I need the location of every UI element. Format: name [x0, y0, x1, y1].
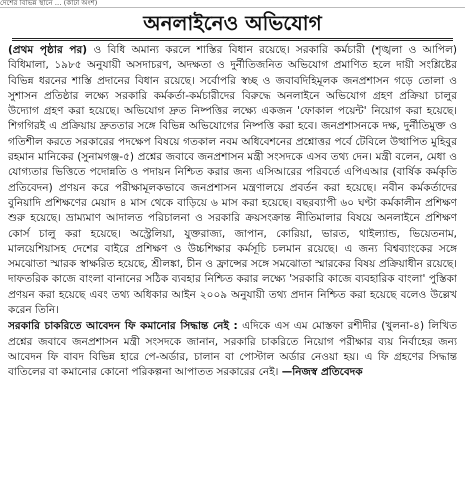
- headline-rule: [12, 38, 453, 39]
- paragraph-application-fee: [8, 319, 457, 380]
- subheading-application-fee: সরকারি চাকরিতে আবেদন ফি কমানোর সিদ্ধান্ত নেই :: [8, 320, 238, 333]
- article-body: [8, 43, 457, 484]
- paragraph-continuation: [8, 43, 457, 318]
- cropped-previous-line: দেশের বিভিন্ন স্থানে ... (কাটা অংশ): [0, 0, 465, 8]
- continuation-marker: (প্রথম পৃষ্ঠার পর): [8, 44, 88, 56]
- paragraph-text: ও বিধি অমান্য করলে শাস্তির বিধান রয়েছে। সরকারি কর্মচারী (শৃঙ্খলা ও আপিল) বিধিমালা, ১৯৮৫ অনুযায়ী অসদাচরণ, অদক্ষতা ও দুর্নীতিজনিত অভিযোগ প্রমাণিত হলে দায়ী সংশ্লিষ্টের বিভিন্ন ধরনের শাস্তি প্রদানের বিধান রয়েছে। সর্বোপরি স্বচ্ছ ও জবাবদিহিমূলক জনপ্রশাসন গড়ে তোলা ও সুশাসন প্রতিষ্ঠার লক্ষ্যে সরকারি কর্মকর্তা-কর্মচারীদের বিরুদ্ধে অনলাইনে অভিযোগ গ্রহণ প্রক্রিয়া চালুর উদ্যোগ গ্রহণ করা হয়েছে। অভিযোগ দ্রুত নিষ্পত্তির লক্ষ্যে একজন 'ফোকাল পয়েন্ট' নিয়োগ করা হয়েছে। শিগগিরই এ প্রক্রিয়ায় দ্রুততার সঙ্গে বিভিন্ন অভিযোগের নিষ্পত্তি করা হবে। জনপ্রশাসনকে দক্ষ, দুর্নীতিমুক্ত ও গতিশীল করতে সরকারের পদক্ষেপ বিষয়ে গতকাল নবম অধিবেশনের প্রশ্নোত্তর পর্বে টেবিলে উত্থাপিত মুহিবুর রহমান মানিকের (সুনামগঞ্জ-৫) প্রশ্নের জবাবে জনপ্রশাসন মন্ত্রী সংসদকে এসব তথ্য দেন। মন্ত্রী বলেন, মেধা ও যোগ্যতার ভিত্তিতে পদোন্নতি ও পদায়ন নিশ্চিত করার জন্য এসিআরের পরিবর্তে এপিএআর (বার্ষিক কর্মকৃতি প্রতিবেদন) প্রণয়ন করে পরীক্ষামূলকভাবে জনপ্রশাসন মন্ত্রণালয়ে প্রবর্তন করা হয়েছে। নবীন কর্মকর্তাদের বুনিয়াদি প্রশিক্ষণের মেয়াদ ৪ মাস থেকে বাড়িয়ে ৬ মাস করা হয়েছে। বছরব্যাপী ৬০ ঘণ্টা কর্মকালীন প্রশিক্ষণ শুরু হয়েছে। ভ্রাম্যমাণ আদালত পরিচালনা ও সরকারি ক্রয়সংক্রান্ত নীতিমালার বিষয়ে অনলাইনে প্রশিক্ষণ কোর্স চালু করা হয়েছে। অস্ট্রেলিয়া, যুক্তরাজ্য, জাপান, কোরিয়া, ভারত, থাইল্যান্ড, ভিয়েতনাম, মালয়েশিয়াসহ দেশের বাইরে প্রশিক্ষণ ও উচ্চশিক্ষার কর্মসূচি চলমান রয়েছে। এ জন্য বিশ্বব্যাংকের সঙ্গে সমঝোতা স্মারক স্বাক্ষরিত হয়েছে, শ্রীলঙ্কা, চীন ও ফ্রান্সের সঙ্গে সমঝোতা স্মারকের বিষয় প্রক্রিয়াধীন রয়েছে। দাফতরিক কাজে বাংলা বানানের সঠিক ব্যবহার নিশ্চিত করার লক্ষ্যে 'সরকারি কাজে ব্যবহারিক বাংলা' পুস্তিকা প্রণয়ন করা হয়েছে এবং তথ্য অধিকার আইন ২০০৯ অনুযায়ী তথ্য প্রদান নিশ্চিত করা হয়েছে বলেও উল্লেখ করেন তিনি।: [8, 44, 457, 317]
- article-headline: অনলাইনেও অভিযোগ: [143, 11, 322, 35]
- paragraph-text: এদিকে এস এম মোস্তফা রশীদীর (খুলনা-৪) লিখিত প্রশ্নের জবাবে জনপ্রশাসন মন্ত্রী সংসদকে জানান, সরকারি চাকরিতে নিয়োগ পরীক্ষার ব্যয় নির্বাহের জন্য আবেদন ফি বাবদ বিভিন্ন হারে পে-অর্ডার, চালান বা পোস্টাল অর্ডার নেওয়া হয়। এ ফি গ্রহণের সিদ্ধান্ত বাতিলের বা কমানোর কোনো পরিকল্পনা আপাতত সরকারের নেই।: [8, 320, 457, 379]
- reporter-byline: —নিজস্ব প্রতিবেদক: [281, 366, 363, 379]
- headline-rule-double: [12, 40, 453, 41]
